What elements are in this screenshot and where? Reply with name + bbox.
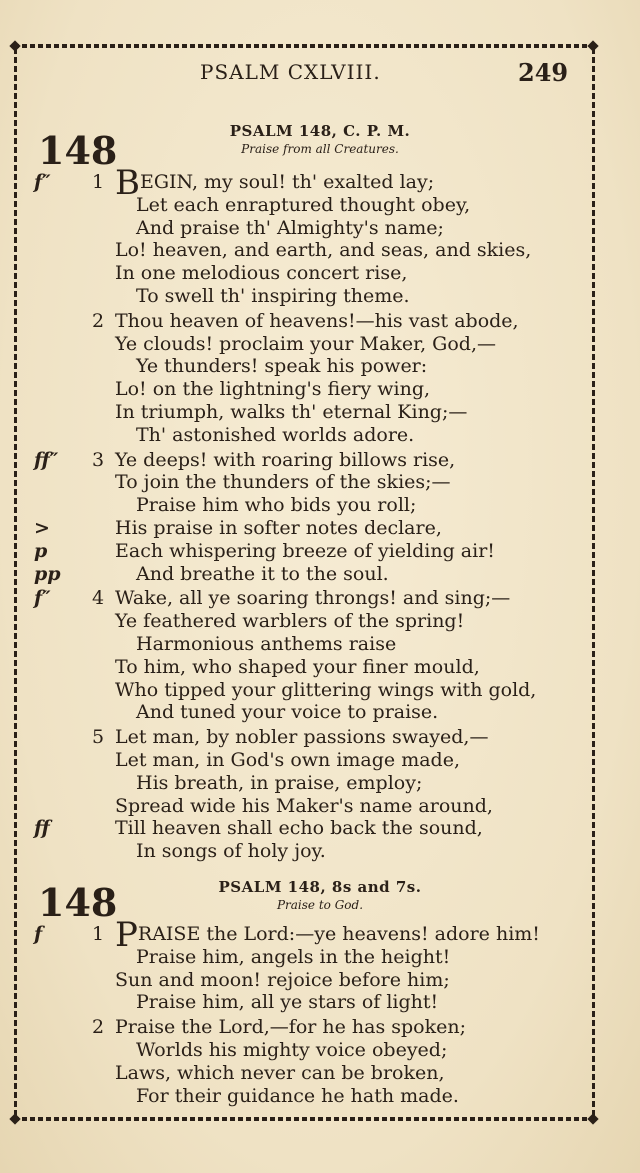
dynamic-mark: f″: [34, 587, 51, 610]
verse-line: [136, 217, 444, 239]
drop-cap: B: [115, 163, 140, 203]
verse-line-text: In triumph, walks th' eternal King;—: [115, 401, 468, 423]
verse-line-text: Let man, in God's own image made,: [115, 749, 460, 771]
verse-line-text: Lo! on the lightning's fiery wing,: [115, 378, 431, 401]
verse-line: [136, 991, 438, 1013]
dynamic-mark: ff″: [34, 448, 59, 471]
hymn-title: PSALM 148, C. P. M.: [229, 122, 411, 140]
verse-line: [115, 471, 451, 493]
left-border: [14, 48, 17, 1118]
verse-line: [136, 701, 438, 723]
verse-line-text: EGIN, my soul! th' exalted lay;: [140, 171, 435, 193]
hymn-number: 148: [38, 128, 118, 173]
corner-ornament-icon: [9, 40, 20, 51]
verse-line-text: Spread wide his Maker's name around,: [115, 794, 493, 817]
verse-line: [115, 1016, 466, 1038]
bottom-border: [14, 1117, 598, 1121]
verse-number: 1: [92, 923, 105, 945]
verse-line-text: Lo! heaven, and earth, and seas, and skies,: [115, 239, 532, 262]
verse-line: [136, 194, 470, 216]
verse-line-text: Ye deeps! with roaring billows rise,: [115, 448, 456, 471]
verse-line-text: For their guidance he hath made.: [136, 1084, 459, 1107]
corner-ornament-icon: [587, 1113, 598, 1124]
verse-number: 3: [92, 448, 105, 471]
dynamic-mark: >: [34, 517, 50, 539]
verse-line: [115, 517, 442, 539]
verse-line-text: Worlds his mighty voice obeyed;: [136, 1039, 448, 1061]
verse-line: [136, 285, 410, 307]
verse-line-text: In one melodious concert rise,: [115, 262, 408, 285]
verse-number: 1: [92, 171, 105, 193]
hymn-heading: [100, 878, 540, 912]
page-number: 249: [518, 58, 569, 87]
verse-line: [115, 333, 496, 355]
verse-line-text: Who tipped your glittering wings with gold,: [115, 678, 537, 701]
verse-line-text: Praise him, angels in the height!: [136, 945, 451, 968]
verse-line-text: Praise him who bids you roll;: [136, 494, 417, 517]
verse-line-text: Let each enraptured thought obey,: [136, 193, 471, 216]
hymn-number: 148: [38, 880, 118, 925]
hymn-title: PSALM 148, 8s and 7s.: [218, 878, 422, 896]
verse-line: [115, 795, 493, 817]
verse-line: [115, 679, 536, 701]
verse-line-text: Ye clouds! proclaim your Maker, God,—: [115, 332, 496, 355]
verse-line-text: And praise th' Almighty's name;: [136, 216, 444, 239]
dynamic-mark: p: [34, 539, 48, 562]
verse-line-text: RAISE the Lord:—ye heavens! adore him!: [137, 923, 540, 945]
top-border: [14, 44, 598, 48]
hymn-subtitle: Praise to God.: [276, 898, 364, 912]
verse-line-text: Wake, all ye soaring throngs! and sing;—: [115, 587, 511, 610]
dynamic-mark: ff: [34, 817, 50, 840]
corner-ornament-icon: [587, 40, 598, 51]
dynamic-mark: f″: [34, 171, 51, 193]
verse-line: [115, 378, 430, 400]
verse-line-text: Till heaven shall echo back the sound,: [115, 817, 483, 840]
verse-line-text: His praise in softer notes declare,: [115, 517, 442, 539]
verse-line: [115, 969, 450, 991]
verse-line-text: Thou heaven of heavens!—his vast abode,: [115, 309, 519, 332]
verse-line-text: To join the thunders of the skies;—: [115, 471, 451, 494]
verse-line-text: In songs of holy joy.: [136, 840, 326, 863]
hymn-subtitle: Praise from all Creatures.: [241, 142, 399, 156]
verse-line: [115, 540, 495, 562]
verse-line: [136, 1039, 447, 1061]
verse-line: [115, 449, 455, 471]
verse-line-text: Laws, which never can be broken,: [115, 1061, 445, 1084]
verse-line: [115, 587, 510, 609]
verse-line-text: To swell th' inspiring theme.: [136, 285, 410, 307]
verse-line: [136, 840, 326, 862]
verse-line: [136, 633, 396, 655]
verse-line: [136, 772, 422, 794]
verse-line: [115, 310, 519, 332]
dynamic-mark: pp: [34, 562, 61, 585]
verse-line: [115, 610, 464, 632]
verse-number: 2: [92, 1016, 105, 1039]
verse-line-text: Ye feathered warblers of the spring!: [115, 610, 465, 633]
verse-line: [115, 749, 460, 771]
verse-line: [115, 1062, 445, 1084]
verse-line-text: Each whispering breeze of yielding air!: [115, 539, 495, 562]
verse-line: [115, 163, 435, 203]
verse-line-text: Praise him, all ye stars of light!: [136, 991, 439, 1014]
verse-line-text: Harmonious anthems raise: [136, 633, 397, 655]
verse-line: [115, 656, 480, 678]
verse-number: 5: [92, 726, 105, 749]
verse-line-text: To him, who shaped your finer mould,: [115, 655, 480, 678]
verse-line-text: And breathe it to the soul.: [136, 562, 389, 585]
verse-line: [115, 401, 467, 423]
dynamic-mark: f: [34, 923, 43, 945]
verse-line-text: Sun and moon! rejoice before him;: [115, 968, 450, 991]
right-border: [592, 48, 595, 1118]
verse-line: [115, 817, 483, 839]
verse-line-text: Th' astonished worlds adore.: [136, 423, 415, 446]
verse-line: [115, 915, 540, 955]
running-header: [0, 60, 640, 94]
verse-line: [136, 1085, 459, 1107]
verse-line-text: And tuned your voice to praise.: [136, 701, 439, 724]
verse-number: 2: [92, 309, 105, 332]
verse-line-text: His breath, in praise, employ;: [136, 771, 423, 794]
drop-cap: P: [115, 915, 138, 955]
verse-line: [115, 239, 531, 261]
verse-line: [136, 424, 414, 446]
verse-line: [136, 563, 389, 585]
verse-line: [136, 494, 416, 516]
verse-number: 4: [92, 587, 105, 610]
verse-line: [136, 946, 450, 968]
hymn-heading: [100, 122, 540, 156]
verse-line: [136, 355, 427, 377]
verse-line: [115, 726, 488, 748]
verse-line-text: Let man, by nobler passions swayed,—: [115, 726, 489, 749]
verse-line: [115, 262, 407, 284]
corner-ornament-icon: [9, 1113, 20, 1124]
running-title: PSALM CXLVIII.: [200, 60, 381, 84]
verse-line-text: Praise the Lord,—for he has spoken;: [115, 1016, 467, 1039]
verse-line-text: Ye thunders! speak his power:: [136, 355, 428, 378]
